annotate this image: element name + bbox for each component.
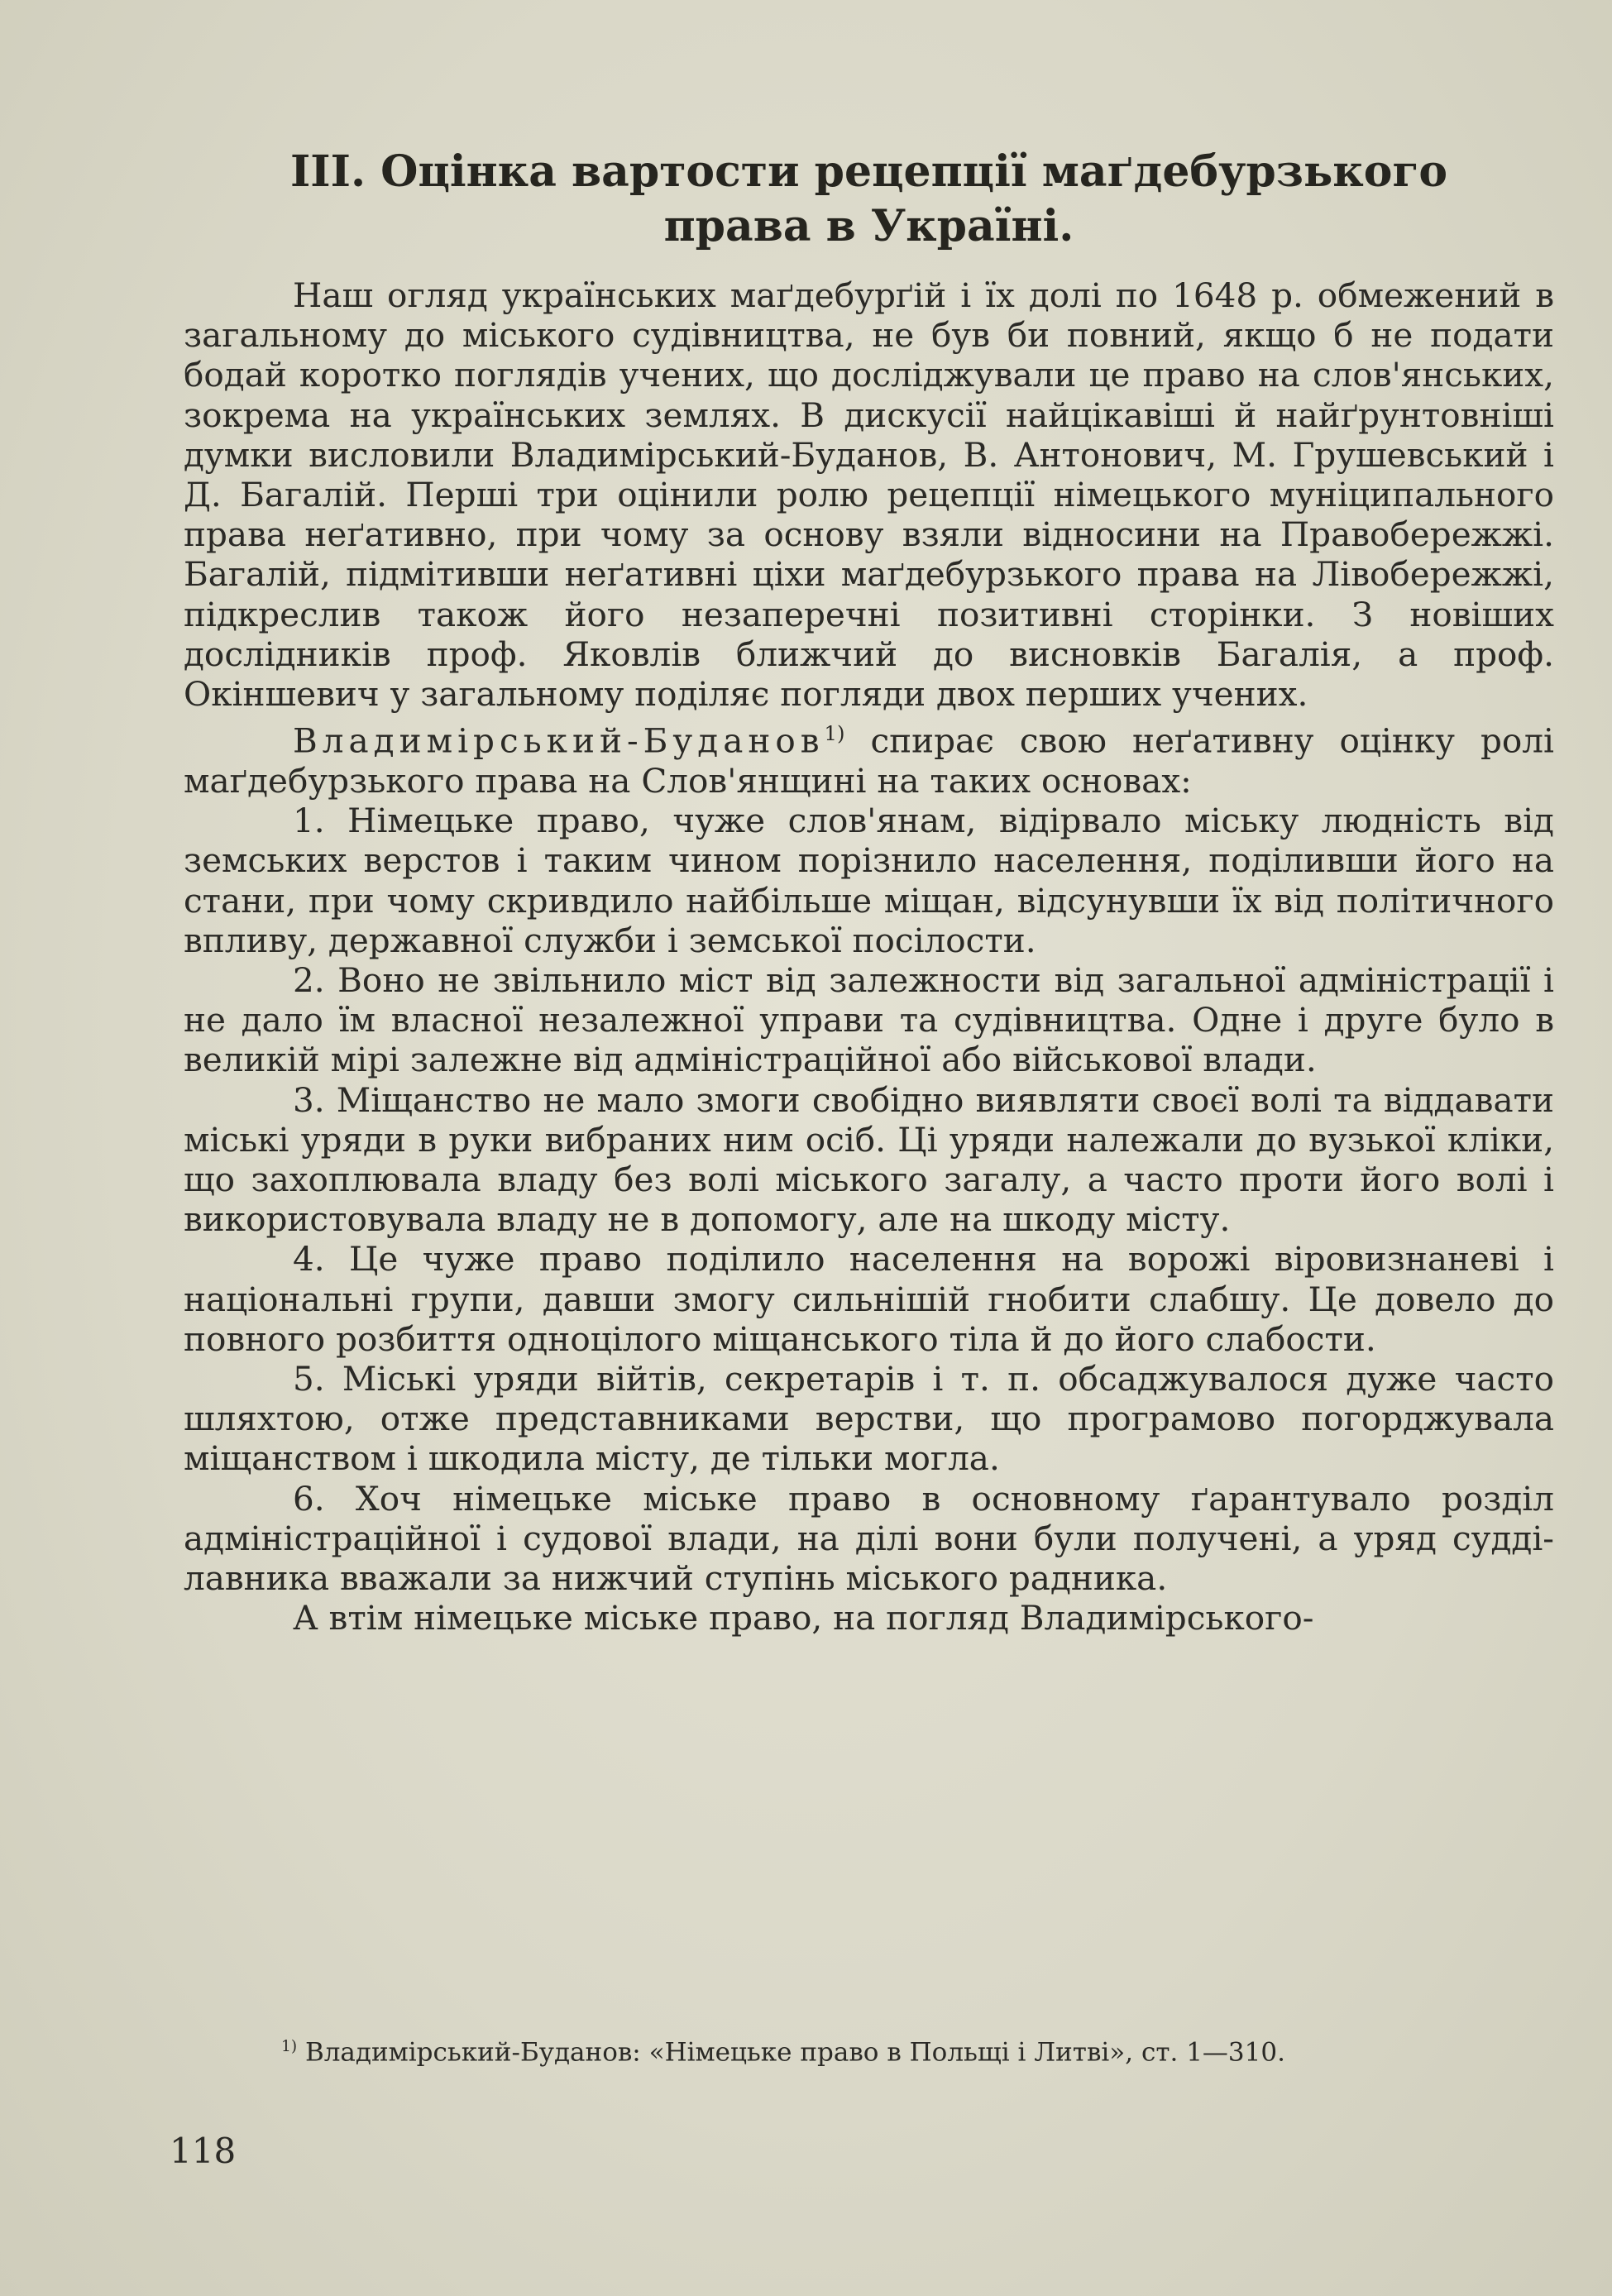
list-item-3: 3. Міщанство не мало змоги свобідно виявляти своєї волі та віддавати міські уряди в руки вибраних ним осіб. Ці уряди належали до вузької кліки, що захоплювала владу без волі міського загалу, а часто проти його волі і використовувала владу не в допомогу, але на шкоду місту. — [184, 1079, 1554, 1240]
footnote-reference: 1) — [824, 721, 845, 746]
footnote-text: Владимірський-Буданов: «Німецьке право в Польщі і Литві», ст. 1—310. — [304, 2037, 1285, 2068]
list-item-1: 1. Німецьке право, чуже слов'янам, відірвало міську людність від земських верстов і таким чином порізнило населення, поділивши його на стани, при чому скривдило найбільше міщан, відсунувши їх від політичного впливу, державної служби і земської посілости. — [184, 801, 1554, 960]
footnote — [281, 2031, 1555, 2069]
budanov-name: Владимірський-Буданов — [293, 720, 825, 761]
list-item-6: 6. Хоч німецьке міське право в основному ґарантувало розділ адміністраційної і судової влади, на ділі вони були получені, а уряд судді-лавника вважали за нижчий ступінь міського радника. — [184, 1478, 1554, 1598]
budanov-paragraph-text: спирає свою неґативну оцінку ролі маґдебурзького права на Слов'янщині на таких основах: — [184, 720, 1554, 801]
chapter-title-line-1: III. Оцінка вартости рецепції маґдебурзького — [289, 146, 1448, 197]
list-item-2: 2. Воно не звільнило міст від залежности від загальної адміністрації і не дало їм власної незалежної управи та судівництва. Одне і друге було в великій мірі залежне від адміністраційної або військової влади. — [184, 959, 1554, 1080]
list-item-4: 4. Це чуже право поділило населення на ворожі віровизнаневі і національні групи, давши змогу сильнішій гнобити слабшу. Це довело до повного розбиття одноцілого міщанського тіла й до його слабости. — [184, 1239, 1554, 1359]
page-number: 118 — [170, 2131, 237, 2171]
page-content — [184, 145, 1554, 1638]
list-item-5: 5. Міські уряди війтів, секретарів і т. п. обсаджувалося дуже часто шляхтою, отже представниками верстви, що програмово погорджувала міщанством і шкодила місту, де тільки могла. — [184, 1358, 1554, 1479]
footnote-marker: 1) — [281, 2038, 298, 2055]
budanov-paragraph — [184, 714, 1554, 801]
chapter-title-line-2: права в Україні. — [663, 201, 1074, 251]
chapter-title — [184, 145, 1554, 254]
final-paragraph: А втім німецьке міське право, на погляд Владимірського- — [293, 1598, 1314, 1638]
intro-paragraph: Наш огляд українських маґдебурґій і їх долі по 1648 р. обмежений в загальному до міського судівництва, не був би повний, якщо б не подати бодай коротко поглядів учених, що досліджували це право на слов'янських, зокрема на українських землях. В дискусії найцікавіші й найґрунтовніші думки висловили Владимірський-Буданов, В. Антонович, М. Грушевський і Д. Багалій. Перші три оцінили ролю рецепції німецького муніципального права неґативно, при чому за основу взяли відносини на Правобережжі. Багалій, підмітивши неґативні ціхи маґдебурзького права на Лівобережжі, підкреслив також його незаперечні позитивні сторінки. З новіших дослідників проф. Яковлів ближчий до висновків Багалія, а проф. Окіншевич у загальному поділяє погляди двох перших учених. — [184, 275, 1554, 715]
